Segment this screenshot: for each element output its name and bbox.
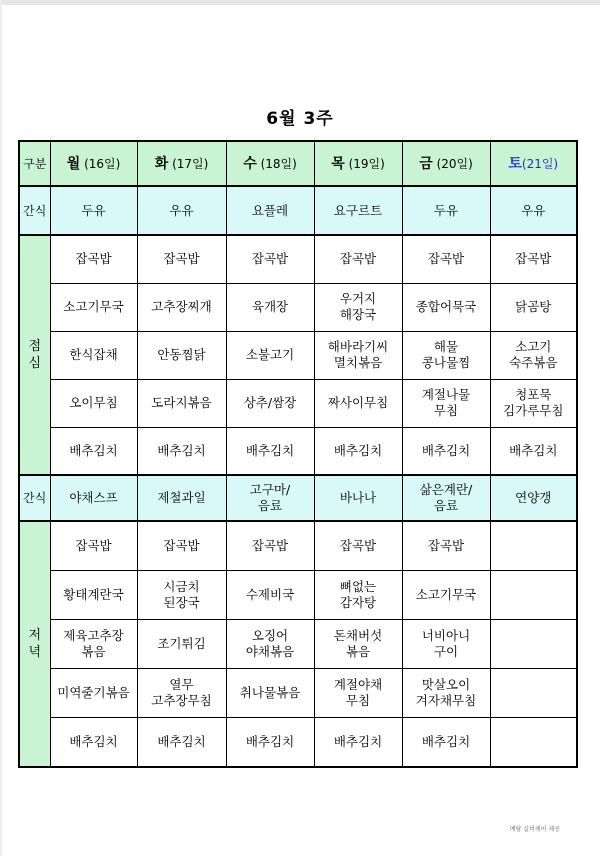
day-date: (19일)	[348, 156, 385, 171]
menu-cell: 안동찜닭	[137, 331, 226, 379]
menu-cell: 배추김치	[402, 427, 490, 475]
menu-cell	[490, 668, 577, 717]
menu-cell: 배추김치	[490, 427, 577, 475]
menu-cell	[490, 570, 577, 619]
dinner-row	[19, 619, 577, 668]
menu-cell: 소불고기	[226, 331, 314, 379]
header-label: 구분	[19, 141, 50, 186]
menu-cell: 잡곡밥	[490, 235, 577, 283]
menu-cell: 황태계란국	[50, 570, 137, 619]
header-row	[19, 141, 577, 186]
menu-cell: 조기튀김	[137, 619, 226, 668]
header-day-thu	[314, 141, 402, 186]
menu-cell: 우유	[490, 186, 577, 235]
menu-cell: 배추김치	[402, 717, 490, 767]
menu-cell: 두유	[402, 186, 490, 235]
day-name: 금	[419, 155, 433, 172]
menu-cell: 도라지볶음	[137, 379, 226, 427]
menu-cell: 열무 고추장무침	[137, 668, 226, 717]
menu-cell: 배추김치	[314, 427, 402, 475]
menu-cell	[490, 717, 577, 767]
menu-cell: 잡곡밥	[226, 235, 314, 283]
menu-cell: 오이무침	[50, 379, 137, 427]
menu-cell: 제철과일	[137, 475, 226, 521]
menu-cell: 해물 콩나물찜	[402, 331, 490, 379]
page-edge	[0, 0, 600, 5]
menu-cell: 시금치 된장국	[137, 570, 226, 619]
footer-credit: 예담 실버케어 제공	[509, 826, 560, 833]
menu-cell: 돈채버섯 볶음	[314, 619, 402, 668]
day-date: (20일)	[436, 156, 473, 171]
menu-cell: 삶은계란/ 음료	[402, 475, 490, 521]
dinner-row	[19, 521, 577, 570]
menu-cell	[490, 619, 577, 668]
day-name: 수	[243, 155, 257, 172]
menu-cell: 잡곡밥	[137, 235, 226, 283]
menu-cell: 배추김치	[226, 427, 314, 475]
menu-cell: 배추김치	[50, 717, 137, 767]
menu-cell: 상추/쌈장	[226, 379, 314, 427]
menu-cell: 소고기무국	[402, 570, 490, 619]
menu-cell: 잡곡밥	[137, 521, 226, 570]
menu-cell: 잡곡밥	[314, 521, 402, 570]
menu-cell: 잡곡밥	[50, 521, 137, 570]
page-title: 6월 3주	[266, 109, 334, 129]
lunch-row	[19, 283, 577, 331]
menu-cell: 배추김치	[226, 717, 314, 767]
header-day-mon	[50, 141, 137, 186]
menu-cell: 야채스프	[50, 475, 137, 521]
menu-cell: 요플레	[226, 186, 314, 235]
menu-cell: 너비아니 구이	[402, 619, 490, 668]
menu-cell: 배추김치	[314, 717, 402, 767]
day-name: 월	[66, 155, 81, 172]
menu-cell: 배추김치	[137, 427, 226, 475]
day-date: (16일)	[84, 156, 121, 171]
snack-label: 간식	[19, 186, 50, 235]
lunch-row	[19, 379, 577, 427]
day-date: (17일)	[172, 156, 209, 171]
afternoon-snack-row	[19, 475, 577, 521]
dinner-label: 저 녁	[19, 521, 50, 767]
day-name: 목	[331, 155, 345, 172]
menu-cell: 미역줄기볶음	[50, 668, 137, 717]
menu-cell: 맛살오이 겨자채무침	[402, 668, 490, 717]
menu-cell: 잡곡밥	[314, 235, 402, 283]
menu-cell: 배추김치	[50, 427, 137, 475]
menu-cell: 닭곰탕	[490, 283, 577, 331]
day-date: (18일)	[260, 156, 297, 171]
lunch-row	[19, 235, 577, 283]
menu-cell: 수제비국	[226, 570, 314, 619]
menu-cell: 한식잡채	[50, 331, 137, 379]
menu-cell: 뼈없는 감자탕	[314, 570, 402, 619]
menu-cell: 오징어 야채볶음	[226, 619, 314, 668]
menu-cell: 잡곡밥	[50, 235, 137, 283]
menu-cell: 해바라기씨 멸치볶음	[314, 331, 402, 379]
menu-cell: 취나물볶음	[226, 668, 314, 717]
menu-cell: 우거지 해장국	[314, 283, 402, 331]
header-day-fri	[402, 141, 490, 186]
lunch-row	[19, 427, 577, 475]
day-name: 화	[154, 155, 169, 172]
menu-cell: 배추김치	[137, 717, 226, 767]
menu-cell: 연양갱	[490, 475, 577, 521]
menu-cell: 두유	[50, 186, 137, 235]
day-name: 토	[508, 155, 522, 172]
day-date: (21일)	[521, 156, 559, 171]
menu-cell: 고추장찌개	[137, 283, 226, 331]
menu-cell: 고구마/ 음료	[226, 475, 314, 521]
dinner-row	[19, 668, 577, 717]
menu-cell: 잡곡밥	[226, 521, 314, 570]
menu-cell: 계절야채 무침	[314, 668, 402, 717]
header-day-tue	[137, 141, 226, 186]
dinner-row	[19, 717, 577, 767]
menu-cell: 청포묵 김가루무침	[490, 379, 577, 427]
snack-label: 간식	[19, 475, 50, 521]
header-day-wed	[226, 141, 314, 186]
menu-cell: 종합어묵국	[402, 283, 490, 331]
menu-cell: 요구르트	[314, 186, 402, 235]
menu-cell: 짜사이무침	[314, 379, 402, 427]
weekly-menu-table	[18, 140, 578, 768]
menu-cell: 육개장	[226, 283, 314, 331]
dinner-row	[19, 570, 577, 619]
menu-cell	[490, 521, 577, 570]
lunch-label: 점 심	[19, 235, 50, 475]
lunch-row	[19, 331, 577, 379]
menu-cell: 제육고추장 볶음	[50, 619, 137, 668]
menu-cell: 소고기 숙주볶음	[490, 331, 577, 379]
morning-snack-row	[19, 186, 577, 235]
menu-cell: 잡곡밥	[402, 235, 490, 283]
menu-cell: 바나나	[314, 475, 402, 521]
menu-cell: 계절나물 무침	[402, 379, 490, 427]
menu-cell: 소고기무국	[50, 283, 137, 331]
header-day-sat	[490, 141, 577, 186]
menu-cell: 우유	[137, 186, 226, 235]
menu-cell: 잡곡밥	[402, 521, 490, 570]
